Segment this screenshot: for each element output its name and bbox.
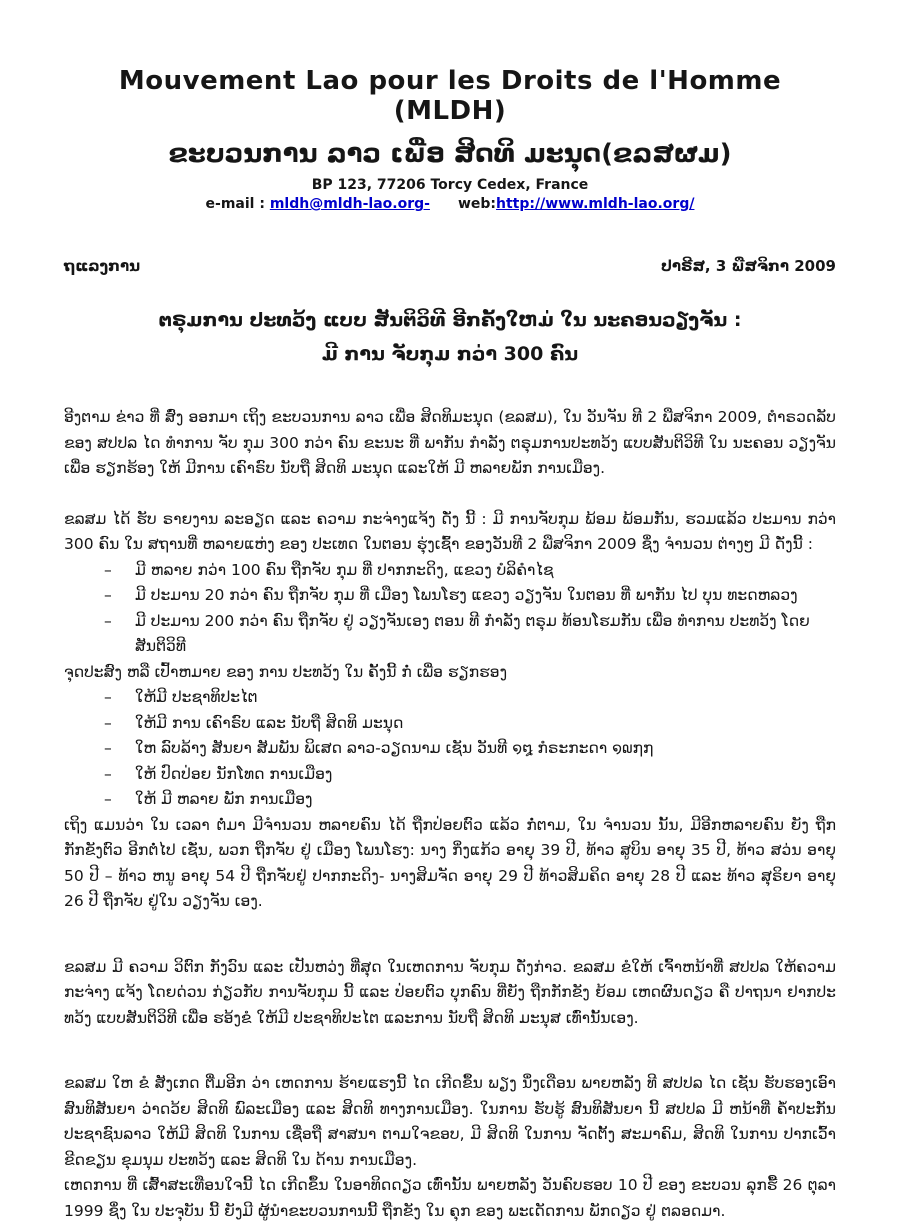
dash-bullet-icon: – [104, 764, 112, 783]
paragraph-report: ຂລສມ ໄດ້ ຮັບ ຣາຍງານ ລະອຽດ ແລະ ຄວາມ ກະຈ່າງແຈ້ງ ດັ່ງ ນີ້ : ມີ ການຈັບກຸມ ພ້ອມ ພ້ອມກັນ, ຮວມແລ້ວ ປະມານ ກວ່າ 300 ຄົນ ໃນ ສຖານທີ່ ຫລາຍແຫ່ງ ຂອງ ປະເທດ ໃນຕອນ ຮຸ່ງເຊົ້າ ຂອງວັນທີ 2 ພືສຈິກາ 2009 ຊຶ່ງ ຈຳນວນ ຕ່າງໆ ມີ ດັ່ງນີ້ : [64, 509, 836, 553]
list-item-text: ໃຫ້ ປົດປ່ອຍ ນັກໂທດ ການເມືອງ [135, 764, 333, 783]
list-item [64, 609, 836, 660]
org-name-lao: ຂະບວນການ ລາວ ເພື່ອ ສິດທິ ມະນຸດ(ຂລສຜມ) [168, 139, 732, 169]
dash-bullet-icon: – [104, 586, 112, 604]
list-item [64, 762, 836, 788]
doc-type-label: ຖແລງການ [64, 257, 141, 275]
dash-bullet-icon: – [104, 611, 112, 630]
list-item [64, 685, 836, 711]
dash-bullet-icon: – [104, 790, 112, 808]
list-item [64, 736, 836, 762]
dateline: ປາຣີສ, 3 ພືສຈິກາ 2009 [660, 257, 836, 275]
email-label: e-mail : [205, 196, 270, 212]
org-name-french: Mouvement Lao pour les Droits de l'Homme (MLDH) [118, 66, 782, 126]
paragraph-concern: ຂລສມ ມີ ຄວາມ ວິຕົກ ກັງວົນ ແລະ ເປັນຫວ່ງ ທີ່ສຸດ ໃນເຫດການ ຈັບກຸມ ດັ່ງກ່າວ. ຂລສມ ຂໍໃຫ້ ເຈົ້າຫນ້າທີ່ ສປປລ ໃຫ້ຄວາມ ກະຈ່າງ ແຈ້ງ ໂດຍດ່ວນ ກ່ຽວກັບ ການຈັບກຸມ ນີ້ ແລະ ປ່ອຍຕົວ ບຸກຄົນ ທີ່ຍັງ ຖືກກັກຂັງ ຍ້ອມ ເຫດຜົນດຽວ ຄື ປາຖນາ ຢາກປະທວ້ງ ແບບສັນຕິວິທີ ເພື່ອ ຮອ້ງຂໍ ໃຫ້ມີ ປະຊາທິປະໄຕ ແລະການ ນັບຖື ສິດທິ ມະນຸສ ເທົ່ານັ້ນເອງ. [64, 957, 836, 1027]
list-item [64, 787, 836, 813]
list-item-text: ໃຫ ລົບລ້າງ ສັນຍາ ສັມພັນ ພິເສດ ລາວ-ວຽດນາມ ເຊັນ ວັນທີ ໑໘ ກໍຣະກະດາ ໑໙໗໗ [135, 739, 654, 757]
list-item-text: ມີ ປະມານ 20 ກວ່າ ຄົນ ຖືກຈັບ ກຸມ ທີ່ ເມືອງ ໂພນໂຮງ ແຂວງ ວຽງຈັນ ໃນຕອນ ທີ່ ພາກັນ ໄປ ບຸນ ທະດຫລວງ [135, 586, 798, 604]
web-label: web: [457, 196, 496, 212]
org-address: BP 123, 77206 Torcy Cedex, France [311, 177, 589, 193]
contact-line [64, 195, 836, 213]
web-link[interactable]: http://www.mldh-lao.org/ [496, 196, 695, 212]
demands-list [64, 685, 836, 813]
dash-bullet-icon: – [104, 560, 112, 579]
list-item [64, 583, 836, 609]
list-item-text: ມີ ປະມານ 200 ກວ່າ ຄົນ ຖືກຈັບ ຢູ່ ວຽງຈັນເອງ ຕອນ ທີ ກຳລັງ ຕຣຸມ ທ້ອນໂຮມກັນ ເພື່ອ ທຳການ ປະທວ້ງ ໂດຍ ສັນຕິວິທີ [135, 611, 810, 655]
title-line-2: ມີ ການ ຈັບກຸມ ກວ່າ 300 ຄົນ [321, 343, 579, 365]
meta-row [64, 257, 836, 275]
dash-bullet-icon: – [104, 713, 112, 732]
list-item [64, 711, 836, 737]
list-item-text: ໃຫ້ມີ ການ ເຄົາຣົບ ແລະ ນັບຖື ສິດທິ ມະນຸດ [135, 713, 404, 732]
list-item-text: ໃຫ້ມີ ປະຊາທິປະໄຕ [135, 688, 258, 706]
list-item-text: ໃຫ້ ມີ ຫລາຍ ພັກ ການເມືອງ [135, 790, 313, 808]
letterhead [64, 66, 836, 213]
dash-bullet-icon: – [104, 688, 112, 706]
list-item [64, 558, 836, 584]
document-title [64, 303, 836, 371]
paragraph-intro: ອີງຕາມ ຂ່າວ ທີ່ ສົ່ງ ອອກມາ ເຖິງ ຂະບວນການ ລາວ ເພື່ອ ສິດທິມະນຸດ (ຂລສມ), ໃນ ວັນຈັນ ທີ 2 ພືສຈິກາ 2009, ຕຳຣວດລັບ ຂອງ ສປປລ ໄດ ທຳການ ຈັບ ກຸມ 300 ກວ່າ ຄົນ ຂະນະ ທີ່ ພາກັນ ກຳລັງ ຕຣຸມການປະທວ້ງ ແບບສັນຕິວິທີ ໃນ ນະຄອນ ວຽງຈັນ ເພື່ອ ຮຽກຮ້ອງ ໃຫ້ ມີການ ເຄົາຣົບ ນັບຖື ສິດທິ ມະນຸດ ແລະໃຫ້ ມີ ຫລາຍພັກ ການເມືອງ. [64, 408, 836, 477]
paragraph-purpose-intro: ຈຸດປະສົງ ຫລື ເປົ້າຫມາຍ ຂອງ ການ ປະທວ້ງ ໃນ ຄັ້ງນີ້ ກໍ່ ເພື່ອ ຮຽກຮອງ [64, 662, 508, 681]
paragraph-released-detained: ເຖິງ ແມນວ່າ ໃນ ເວລາ ຕໍ່ມາ ມີຈຳນວນ ຫລາຍຄົນ ໄດ້ ຖືກປ່ອຍຕົວ ແລ້ວ ກໍ່ຕາມ, ໃນ ຈຳນວນ ນັ້ນ, ມີອີກຫລາຍຄົນ ຍັງ ຖືກກັກຂັງຕົວ ອີກຕໍ່ໄປ ເຊັ່ນ, ພວກ ຖືກຈັບ ຢູ່ ເມືອງ ໂພນໂຮງ: ນາງ ກິ່ງແກ້ວ ອາຍຸ 39 ປີ, ທ້າວ ສູບິນ ອາຍຸ 35 ປີ, ທ້າວ ສວ່ນ ອາຍຸ 50 ປີ – ທ້າວ ຫນູ ອາຍຸ 54 ປີ ຖືກຈັບຢູ່ ປາກກະດິງ- ນາງສິມຈັດ ອາຍຸ 29 ປີ ທ້າວສິມຄິດ ອາຍຸ 28 ປີ ແລະ ທ້າວ ສຸຣິຍາ ອາຍຸ 26 ປີ ຖືກຈັບ ຢູ່ໃນ ວຽງຈັນ ເອງ. [64, 815, 836, 910]
paragraph-covenant: ຂລສມ ໃຫ ຂໍ ສັງເກດ ຕື່ມອີກ ວ່າ ເຫດການ ຮ້າຍແຮງນີ້ ໄດ ເກີດຂຶ້ນ ພຽງ ນຶ່ງເດືອນ ພາຍຫລັງ ທີ ສປປລ ໄດ ເຊັນ ຮັບຮອງເອົາ ສົນທິສັນຍາ ວ່າດວ້ຍ ສິດທິ ພົລະເມືອງ ແລະ ສິດທິ ທາງການເມືອງ. ໃນການ ຮັບຮູ້ ສົນທິສັນຍາ ນີ້ ສປປລ ມີ ຫນ້າທີ່ ຄ້ຳປະກັນ ປະຊາຊົນລາວ ໃຫ້ມີ ສິດທິ ໃນການ ເຊື່ອຖື ສາສນາ ຕາມໃຈຂອບ, ມີ ສິດທິ ໃນການ ຈັດຕັ້ງ ສະມາຄົມ, ສິດທິ ໃນການ ປາກເວົ້າຂີດຂຽນ ຂຸມນຸມ ປະທວ້ງ ແລະ ສິດທິ ໃນ ດ້ານ ການເມືອງ. [64, 1074, 836, 1169]
paragraph-anniversary: ເຫດການ ທີ່ ເສົ້າສະເທືອນໃຈນີ້ ໄດ ເກີດຂຶ້ນ ໃນອາທິດດຽວ ເທົ່ານັ້ນ ພາຍຫລັງ ວັນຄົບຮອບ 10 ປີ ຂອງ ຂະບວນ ລຸກຮື້ 26 ຕຸລາ 1999 ຊຶ່ງ ໃນ ປະຈຸບັນ ນີ້ ຍັງມີ ຜູ້ນຳຂະບວນການນີ້ ຖືກຂັງ ໃນ ຄຸກ ຂອງ ພະເດັດການ ພັກດຽວ ຢູ່ ຕລອດມາ. [64, 1176, 836, 1220]
title-line-1: ຕຣຸມການ ປະທວ້ງ ແບບ ສັນຕິວິທີ ອີກຄັ້ງໃຫມ່ ໃນ ນະຄອນວຽງຈັນ : [158, 309, 742, 331]
email-link[interactable]: mldh@mldh-lao.org- [269, 196, 430, 212]
document-body [64, 405, 836, 1224]
list-item-text: ມີ ຫລາຍ ກວ່າ 100 ຄົນ ຖືກຈັບ ກຸມ ທີ່ ປາກກະດິງ, ແຂວງ ບໍລິຄຳໄຊ [135, 560, 554, 579]
arrest-locations-list [64, 558, 836, 660]
dash-bullet-icon: – [104, 739, 112, 757]
